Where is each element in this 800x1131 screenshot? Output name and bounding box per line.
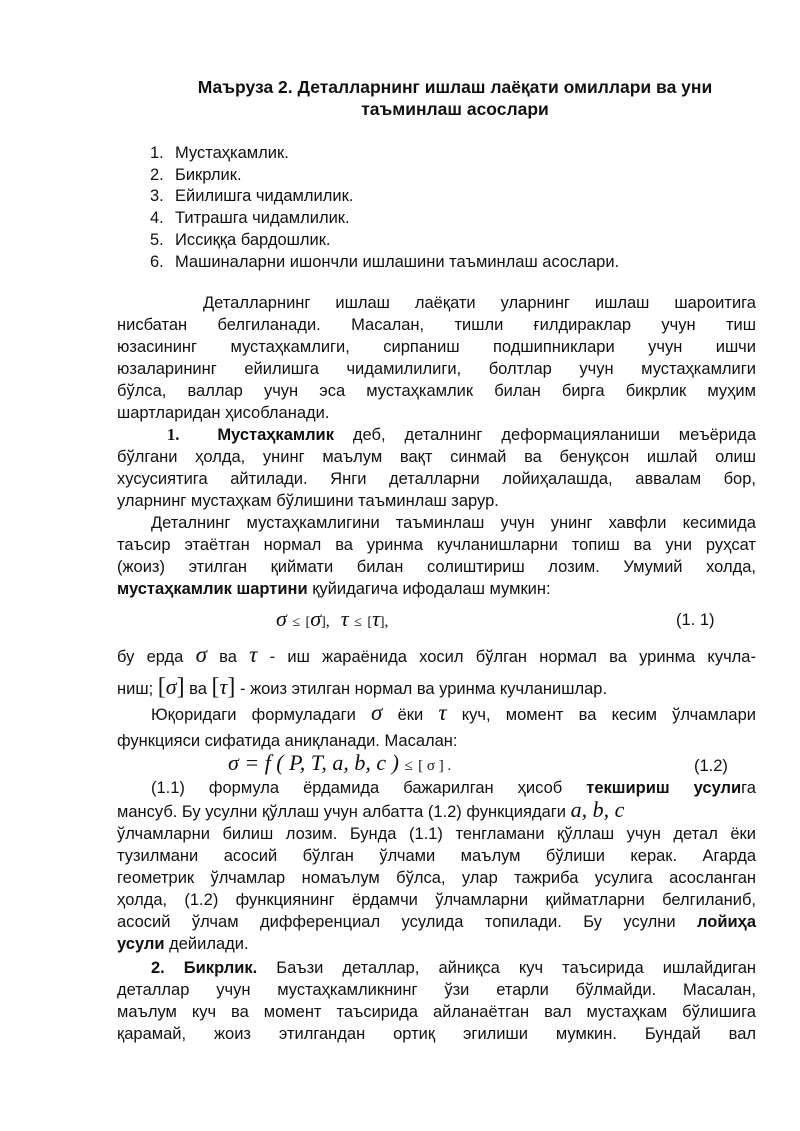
equation-1-1: σ ≤ [σ], τ ≤ [τ], [276, 606, 389, 631]
topic-item: 5. Иссиққа бардошлик. [150, 230, 331, 249]
section-1-strength: 1. Мустаҳкамлик деб, деталнинг деформацияланиши меъёрида бўлгани ҳолда, унинг маълум вақт синмай ва бенуқсон ишлай олиш хусусиятига айтилади. Янги деталларни лойиҳалашда, аввалам бор, уларнинг мустаҳкам бўлишини таъминлаш зарур. [117, 425, 757, 510]
topic-item: 4. Титрашга чидамлилик. [150, 209, 350, 228]
term-strength: Мустаҳкамлик [217, 426, 334, 444]
tau-symbol: τ [249, 642, 258, 667]
section-number: 1. [167, 425, 180, 444]
strength-condition-paragraph: Деталнинг мустаҳкамлигини таъминлаш учун унинг хавфли кесимида таъсир этаётган нормал ва уринма кучланишларни топиш ва уни руҳсат (жоиз) этилган қиймати билан солиштириш лозим. Умумий холда, мустаҳкамлик шартини қуйидагича ифодалаш мумкин: [117, 514, 756, 598]
title-line-2: таъминлаш асослари [361, 99, 549, 119]
symbols-paragraph: бу ерда σ ва τ - иш жараёнида хосил бўлган нормал ва уринма кучла- ниш; [σ] ва [τ] - жоиз этилган нормал ва уринма кучланишлар. [117, 642, 756, 700]
methods-paragraph: (1.1) формула ёрдамида бажарилган ҳисоб текшириш усулига мансуб. Бу усулни қўллаш учун албатта (1.2) функциядаги a, b, c ўлчамларни билиш лозим. Бунда (1.1) тенгламани қўллаш учун детал ёки тузилмани асосий бўлган ўлчами маълум бўлиши керак. Агарда геометрик ўлчамлар номаълум бўлса, улар тажриба усулига асосланган ҳолда, (1.2) функциянинг ёрдамчи ўлчамларни қийматларни белгиланиб, асосий ўлчам дифференциал усулида топилади. Бу усулни лойиҳа усули дейилади. [117, 779, 756, 953]
topic-item: 3. Ейилишга чидамлилик. [150, 187, 354, 206]
equation-number-1-1: (1. 1) [676, 611, 715, 629]
term-design-method: лойиҳа [697, 913, 756, 931]
topic-item: 1. Мустаҳкамлик. [150, 144, 289, 162]
equation-number-1-2: (1.2) [694, 757, 728, 775]
term-checking-method: текшириш усули [586, 779, 742, 797]
term-strength-condition: мустаҳкамлик шартини [117, 580, 308, 598]
sigma-symbol: σ [195, 642, 207, 667]
equation-1-2: σ = f ( P, T, a, b, c ) ≤ [ σ ] . [228, 750, 452, 775]
section-2-stiffness: 2. Бикрлик. Баъзи деталлар, айниқса куч таъсирида ишлайдиган деталлар учун мустаҳкамликнинг ўзи етарли бўлмайди. Масалан, маълум куч ва момент таъсирида айланаётган вал мустаҳкам бўлишига қарамай, жоиз этилгандан ортиқ эгилиши мумкин. Бундай вал [117, 959, 756, 1043]
lecture-title [150, 76, 760, 120]
topic-list [150, 143, 619, 273]
intro-paragraph: Деталларнинг ишлаш лаёқати уларнинг ишлаш шароитига нисбатан белгиланади. Масалан, тишли ғилдираклар учун тиш юзасининг мустаҳкамлиги, сирпаниш подшипниклари учун ишчи юзаларининг ейилишга чидамилилиги, болтлар учун мустаҳкамлиги бўлса, валлар учун эса мустаҳкамлик билан бирга бикрлик муҳим шартларидан ҳисобланади. [117, 294, 756, 422]
function-paragraph: Юқоридаги формуладаги σ ёки τ куч, момент ва кесим ўлчамлари функцияси сифатида аниқланади. Масалан: [117, 700, 756, 750]
section-2-heading: 2. Бикрлик. [151, 959, 258, 977]
title-line-1: Маъруза 2. Деталларнинг ишлаш лаёқати омиллари ва уни [197, 77, 713, 97]
topic-item: 6. Машиналарни ишончли ишлашини таъминлаш асослари. [150, 252, 620, 271]
topic-item: 2. Бикрлик. [150, 165, 242, 184]
